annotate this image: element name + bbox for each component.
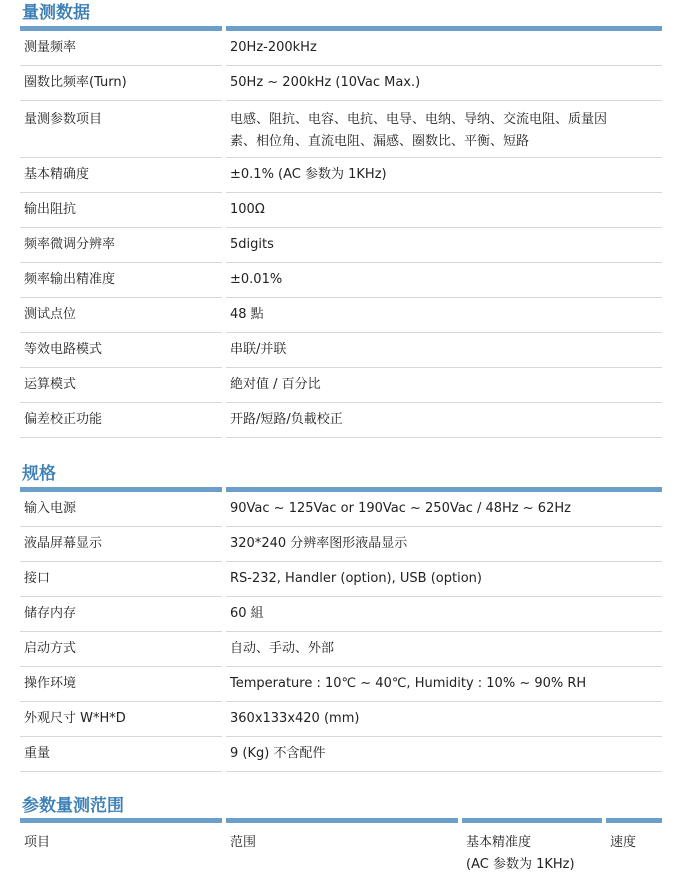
spec-label: 液晶屏幕显示 — [20, 527, 222, 562]
section-title-specifications: 规格 — [22, 464, 56, 484]
section-title-measurement: 量测数据 — [22, 3, 90, 23]
spec-value: 5digits — [226, 228, 662, 263]
spec-row-interface — [20, 562, 662, 597]
spec-value-line: 电感、阻抗、电容、电抗、电导、电纳、导纳、交流电阻、质量因 — [230, 112, 608, 127]
spec-row-turn-frequency — [20, 66, 662, 101]
spec-value: 320*240 分辨率图形液晶显示 — [226, 527, 662, 562]
spec-row-parameters — [20, 101, 662, 158]
spec-row-math-mode — [20, 368, 662, 403]
spec-label: 输出阻抗 — [20, 193, 222, 228]
spec-row-memory — [20, 597, 662, 632]
spec-value: 20Hz-200kHz — [226, 31, 662, 66]
spec-value: 串联/并联 — [226, 333, 662, 368]
spec-label: 基本精确度 — [20, 158, 222, 193]
section-title-measurement-range: 参数量测范围 — [22, 796, 124, 816]
spec-label: 圈数比频率(Turn) — [20, 66, 222, 101]
spec-value: 90Vac ~ 125Vac or 190Vac ~ 250Vac / 48Hz ~ 62Hz — [226, 492, 662, 527]
spec-value: 100Ω — [226, 193, 662, 228]
spec-row-equivalent-circuit — [20, 333, 662, 368]
range-header-range: 范围 — [230, 835, 257, 850]
spec-value: 9 (Kg) 不含配件 — [226, 737, 662, 772]
section-divider — [20, 818, 222, 823]
spec-label: 储存内存 — [20, 597, 222, 632]
spec-label: 测量频率 — [20, 31, 222, 66]
spec-value: 开路/短路/负載校正 — [226, 403, 662, 438]
spec-label: 启动方式 — [20, 632, 222, 667]
spec-label: 测试点位 — [20, 298, 222, 333]
spec-value: 360x133x420 (mm) — [226, 702, 662, 737]
range-header-item: 项目 — [24, 835, 51, 850]
spec-row-correction — [20, 403, 662, 438]
spec-value: 50Hz ~ 200kHz (10Vac Max.) — [226, 66, 662, 101]
spec-row-output-impedance — [20, 193, 662, 228]
spec-value: 自动、手动、外部 — [226, 632, 662, 667]
spec-label: 等效电路模式 — [20, 333, 222, 368]
section-divider — [226, 818, 458, 823]
spec-label: 运算模式 — [20, 368, 222, 403]
spec-value: RS-232, Handler (option), USB (option) — [226, 562, 662, 597]
spec-value: Temperature : 10℃ ~ 40℃, Humidity : 10% ~ 90% RH — [226, 667, 662, 702]
spec-label: 接口 — [20, 562, 222, 597]
spec-value: ±0.01% — [226, 263, 662, 298]
spec-row-frequency-resolution — [20, 228, 662, 263]
spec-value: 60 組 — [226, 597, 662, 632]
spec-label: 输入电源 — [20, 492, 222, 527]
spec-row-dimensions — [20, 702, 662, 737]
spec-value: 絶对值 / 百分比 — [226, 368, 662, 403]
spec-row-test-points — [20, 298, 662, 333]
spec-label: 偏差校正功能 — [20, 403, 222, 438]
section-divider — [462, 818, 602, 823]
spec-row-environment — [20, 667, 662, 702]
spec-value-line: 素、相位角、直流电阻、漏感、圈数比、平衡、短路 — [230, 134, 530, 149]
spec-row-power-input — [20, 492, 662, 527]
spec-row-test-frequency — [20, 31, 662, 66]
spec-value — [226, 101, 662, 158]
section-divider — [606, 818, 662, 823]
range-table-header — [20, 824, 662, 876]
spec-value: 48 點 — [226, 298, 662, 333]
spec-label: 量测参数项目 — [20, 101, 222, 158]
range-header-speed: 速度 — [610, 835, 637, 850]
range-header-accuracy-line: 基本精准度 — [466, 835, 532, 850]
spec-label: 外观尺寸 W*H*D — [20, 702, 222, 737]
spec-row-weight — [20, 737, 662, 772]
spec-row-display — [20, 527, 662, 562]
spec-row-trigger — [20, 632, 662, 667]
range-header-accuracy-line: (AC 参数为 1KHz) — [466, 857, 575, 872]
spec-label: 频率输出精准度 — [20, 263, 222, 298]
spec-label: 重量 — [20, 737, 222, 772]
spec-row-frequency-accuracy — [20, 263, 662, 298]
spec-label: 操作环境 — [20, 667, 222, 702]
spec-value: ±0.1% (AC 参数为 1KHz) — [226, 158, 662, 193]
spec-row-basic-accuracy — [20, 158, 662, 193]
spec-label: 频率微调分辨率 — [20, 228, 222, 263]
range-header-accuracy — [466, 832, 575, 876]
